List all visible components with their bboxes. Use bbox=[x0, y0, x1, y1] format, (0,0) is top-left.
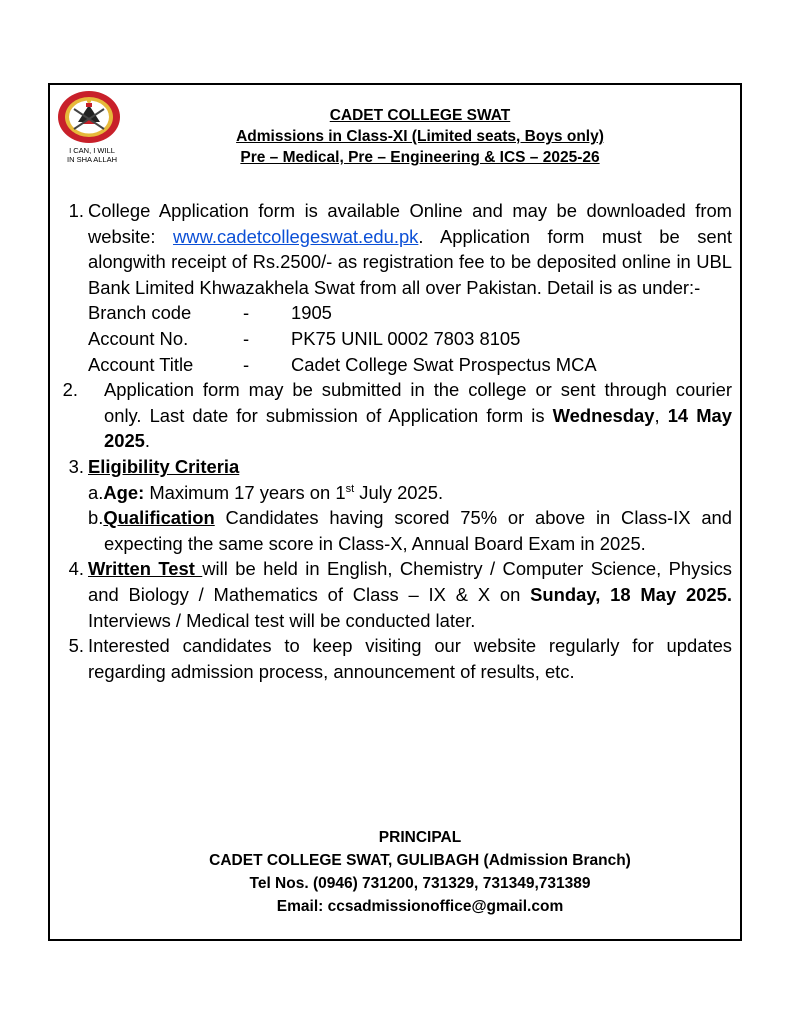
qualification-criteria bbox=[88, 505, 732, 556]
document-footer bbox=[90, 826, 750, 918]
list-number: 3. bbox=[68, 455, 84, 477]
separator-dash: - bbox=[243, 353, 250, 375]
bank-detail-row bbox=[88, 300, 732, 326]
item-4-text: will be held in English, Chemistry / Computer Science, Physics and Biology / Mathematics of Class – IX & X on bbox=[88, 558, 733, 605]
account-title-label: Account Title bbox=[88, 353, 194, 375]
list-number: 4. bbox=[68, 558, 84, 580]
list-number: 1. bbox=[68, 200, 84, 221]
branch-code-label: Branch code bbox=[88, 302, 192, 324]
website-link[interactable]: www.cadetcollegeswat.edu.pk bbox=[173, 225, 419, 247]
list-item-1 bbox=[56, 198, 732, 377]
qualification-text: Candidates having scored 75% or above in Class-IX and expecting the same score in Class-X, Annual Board Exam in 2025. bbox=[104, 507, 732, 554]
item-2-end: . bbox=[144, 430, 151, 452]
principal-title: PRINCIPAL bbox=[378, 829, 462, 846]
college-title: CADET COLLEGE SWAT bbox=[329, 107, 511, 124]
age-text-end: July 2025. bbox=[354, 481, 444, 503]
separator-dash: - bbox=[243, 327, 250, 349]
sub-item-b-marker: b. bbox=[88, 507, 104, 529]
list-item-4 bbox=[56, 556, 732, 633]
account-no-label: Account No. bbox=[88, 327, 189, 349]
separator-dash: - bbox=[243, 302, 250, 324]
written-test-heading: Written Test bbox=[88, 558, 203, 580]
ordinal-suffix: st bbox=[345, 482, 355, 495]
list-number: 5. bbox=[68, 635, 84, 657]
motto-line-1: I CAN, I WILL bbox=[69, 146, 115, 155]
program-subtitle: Pre – Medical, Pre – Engineering & ICS – 2025-26 bbox=[240, 149, 600, 166]
item-1-text-a: College Application form is available Online and may be downloaded from website: bbox=[88, 200, 732, 247]
deadline-day: Wednesday bbox=[552, 404, 655, 426]
item-4-end: Interviews / Medical test will be conducted later. bbox=[88, 609, 476, 631]
age-label: Age: bbox=[103, 481, 145, 503]
account-title-value: Cadet College Swat Prospectus MCA bbox=[291, 353, 597, 375]
document-header bbox=[170, 105, 670, 168]
college-address: CADET COLLEGE SWAT, GULIBAGH (Admission Branch) bbox=[209, 852, 631, 869]
contact-email: Email: ccsadmissionoffice@gmail.com bbox=[276, 898, 564, 915]
telephone-numbers: Tel Nos. (0946) 731200, 731329, 731349,731389 bbox=[249, 875, 591, 892]
item-1-paragraph bbox=[88, 198, 732, 300]
notice-body bbox=[56, 198, 732, 684]
motto-line-2: IN SHA ALLAH bbox=[66, 155, 118, 164]
bank-detail-row bbox=[88, 326, 732, 352]
item-5-text: Interested candidates to keep visiting our website regularly for updates regarding admission process, announcement of results, etc. bbox=[88, 635, 732, 682]
bank-detail-row bbox=[88, 352, 732, 378]
test-date: Sunday, 18 May 2025. bbox=[530, 583, 732, 605]
deadline-date: 14 May 2025 bbox=[104, 404, 733, 452]
item-2-paragraph bbox=[104, 377, 732, 454]
college-motto bbox=[52, 146, 132, 164]
branch-code-value: 1905 bbox=[291, 302, 332, 324]
admission-subtitle: Admissions in Class-XI (Limited seats, Boys only) bbox=[236, 128, 604, 145]
list-item-2 bbox=[56, 377, 732, 454]
eligibility-heading: Eligibility Criteria bbox=[88, 455, 240, 477]
list-item-3 bbox=[56, 454, 732, 556]
account-no-value: PK75 UNIL 0002 7803 8105 bbox=[291, 327, 521, 349]
item-2-text: Application form may be submitted in the college or sent through courier only. Last date for submission of Application form is bbox=[104, 379, 732, 426]
list-item-5 bbox=[56, 633, 732, 684]
deadline-separator: , bbox=[654, 404, 668, 426]
age-criteria bbox=[88, 480, 732, 506]
sub-item-a-marker: a. bbox=[88, 481, 104, 503]
age-text: Maximum 17 years on 1 bbox=[144, 481, 346, 503]
item-4-paragraph bbox=[88, 556, 732, 633]
list-number: 2. bbox=[62, 379, 78, 401]
item-1-text-b: . Application form must be sent alongwith receipt of Rs.2500/- as registration fee to be deposited online in UBL Bank Limited Khwazakhela Swat from all over Pakistan. Detail is as under:- bbox=[88, 225, 732, 298]
qualification-label: Qualification bbox=[103, 507, 215, 529]
